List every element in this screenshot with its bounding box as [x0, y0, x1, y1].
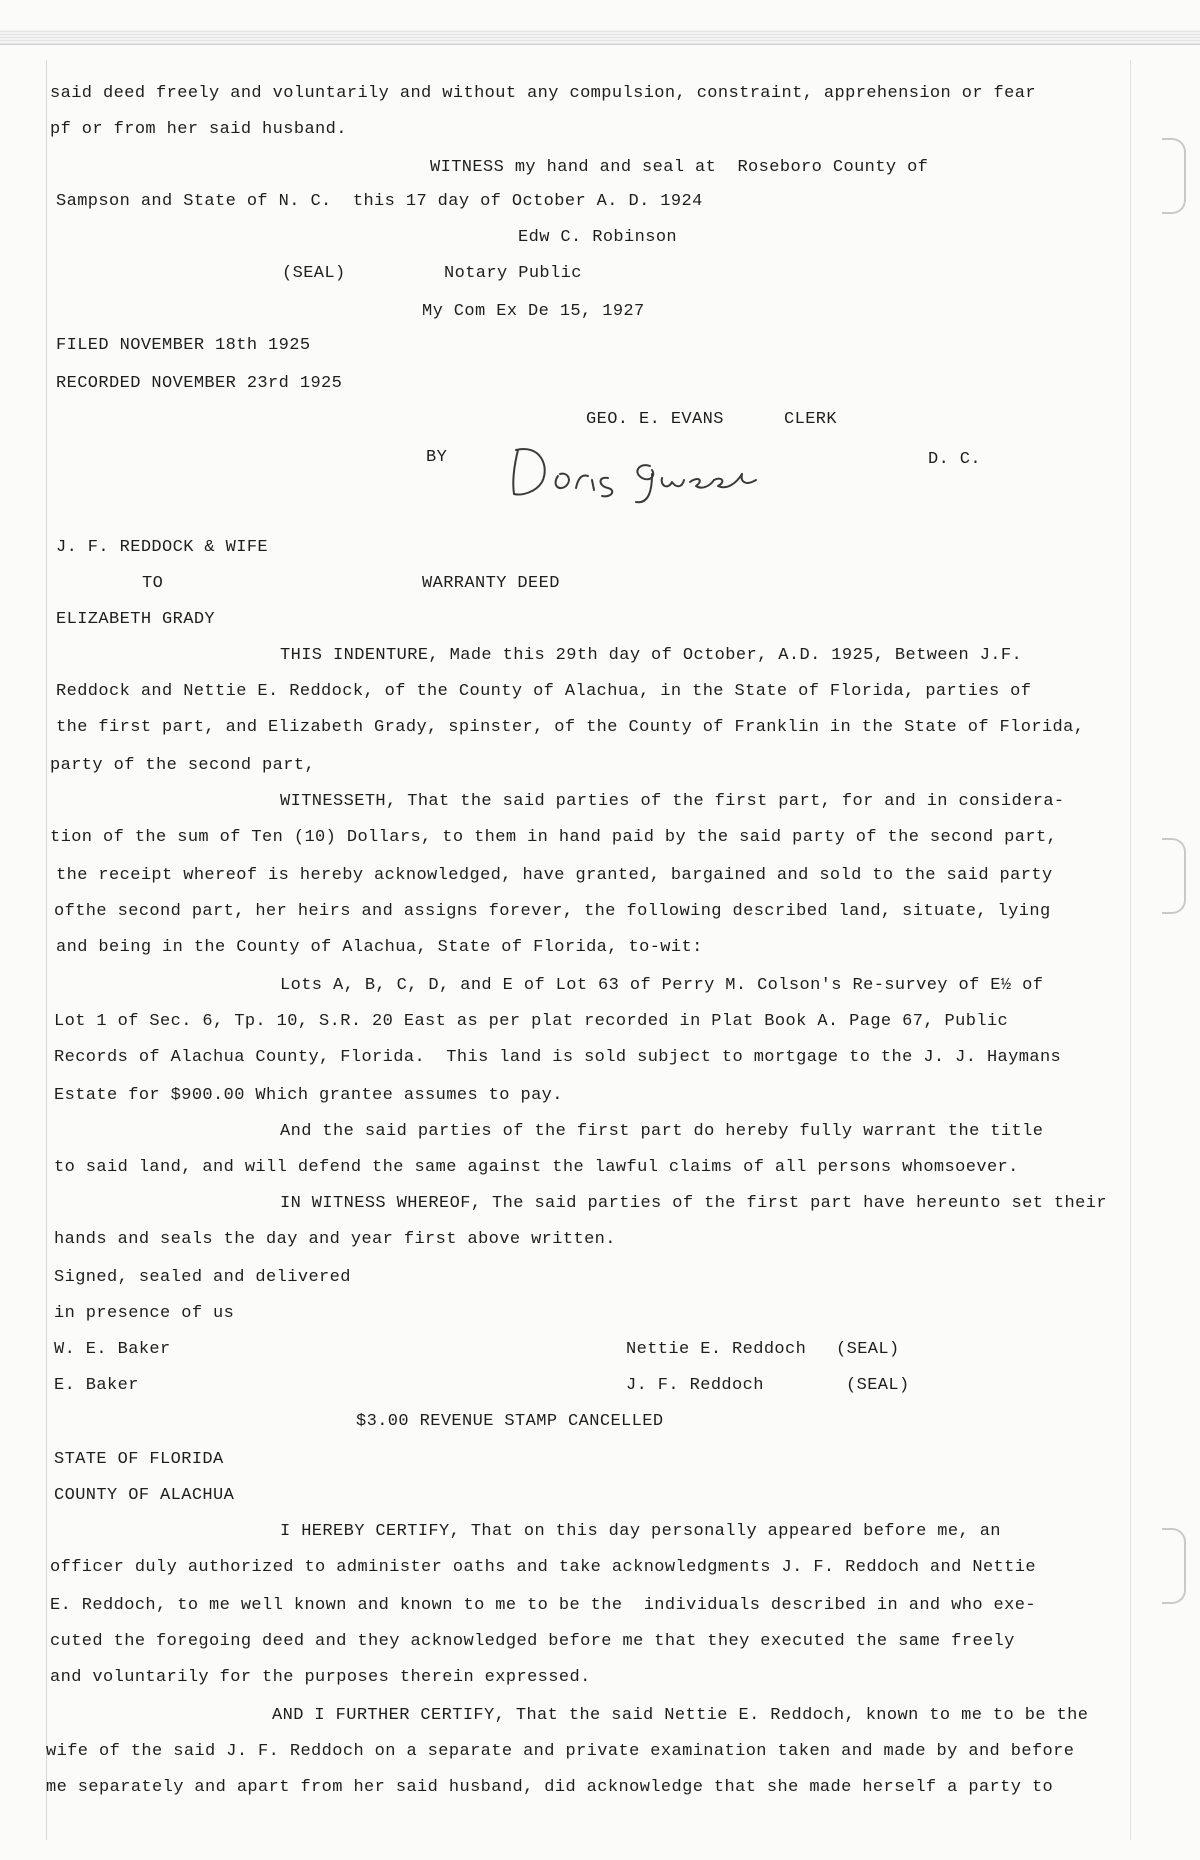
text-line: ofthe second part, her heirs and assigns forever, the following described land, situate, lying: [54, 902, 1051, 921]
text-line: IN WITNESS WHEREOF, The said parties of the first part have hereunto set their: [280, 1194, 1107, 1213]
by-label: BY: [426, 448, 448, 467]
text-line: Lot 1 of Sec. 6, Tp. 10, S.R. 20 East as per plat recorded in Plat Book A. Page 67, Public: [54, 1012, 1009, 1031]
text-line: Sampson and State of N. C. this 17 day of October A. D. 1924: [56, 192, 703, 211]
binder-hole: [1162, 138, 1186, 214]
clerk-name: GEO. E. EVANS: [586, 410, 724, 429]
binder-hole: [1162, 838, 1186, 914]
text-line: And the said parties of the first part do hereby fully warrant the title: [280, 1122, 1044, 1141]
text-line: the first part, and Elizabeth Grady, spinster, of the County of Franklin in the State of Florida,: [56, 718, 1085, 737]
text-line: tion of the sum of Ten (10) Dollars, to them in hand paid by the said party of the second part,: [50, 828, 1058, 847]
text-line: in presence of us: [54, 1304, 235, 1323]
text-line: me separately and apart from her said husband, did acknowledge that she made herself a party to: [46, 1778, 1054, 1797]
text-line: and being in the County of Alachua, State of Florida, to-wit:: [56, 938, 703, 957]
text-line: WITNESS my hand and seal at Roseboro County of: [430, 158, 929, 177]
text-line: to said land, and will defend the same against the lawful claims of all persons whomsoever.: [54, 1158, 1019, 1177]
text-line: said deed freely and voluntarily and without any compulsion, constraint, apprehension or fear: [50, 84, 1036, 103]
recorded-date: RECORDED NOVEMBER 23rd 1925: [56, 374, 343, 393]
text-line: and voluntarily for the purposes therein expressed.: [50, 1668, 591, 1687]
text-line: Lots A, B, C, D, and E of Lot 63 of Perry M. Colson's Re-survey of E½ of: [280, 976, 1044, 995]
deed-title: WARRANTY DEED: [422, 574, 560, 593]
text-line: Records of Alachua County, Florida. This land is sold subject to mortgage to the J. J. Haymans: [54, 1048, 1062, 1067]
seal-label: (SEAL): [836, 1340, 900, 1359]
text-line: party of the second part,: [50, 756, 316, 775]
text-line: wife of the said J. F. Reddoch on a separate and private examination taken and made by and before: [46, 1742, 1075, 1761]
text-line: Estate for $900.00 Which grantee assumes to pay.: [54, 1086, 563, 1105]
handwritten-signature: [500, 436, 780, 506]
notary-title: Notary Public: [444, 264, 582, 283]
page-top-edge: [0, 30, 1200, 45]
clerk-title: CLERK: [784, 410, 838, 429]
deputy-clerk-label: D. C.: [928, 450, 982, 469]
grantor-heading: J. F. REDDOCK & WIFE: [56, 538, 269, 557]
grantor-signature-name: J. F. Reddoch: [626, 1376, 764, 1395]
text-line: WITNESSETH, That the said parties of the first part, for and in considera-: [280, 792, 1065, 811]
witness-name: E. Baker: [54, 1376, 139, 1395]
left-margin-rule: [46, 60, 47, 1840]
notary-name: Edw C. Robinson: [518, 228, 678, 247]
to-label: TO: [142, 574, 164, 593]
seal-label: (SEAL): [282, 264, 346, 283]
revenue-stamp-note: $3.00 REVENUE STAMP CANCELLED: [356, 1412, 664, 1431]
text-line: THIS INDENTURE, Made this 29th day of October, A.D. 1925, Between J.F.: [280, 646, 1023, 665]
text-line: AND I FURTHER CERTIFY, That the said Nettie E. Reddoch, known to me to be the: [272, 1706, 1089, 1725]
seal-label: (SEAL): [846, 1376, 910, 1395]
state-heading: STATE OF FLORIDA: [54, 1450, 224, 1469]
text-line: pf or from her said husband.: [50, 120, 347, 139]
witness-name: W. E. Baker: [54, 1340, 171, 1359]
text-line: I HEREBY CERTIFY, That on this day personally appeared before me, an: [280, 1522, 1001, 1541]
text-line: Reddock and Nettie E. Reddock, of the County of Alachua, in the State of Florida, parties of: [56, 682, 1032, 701]
text-line: cuted the foregoing deed and they acknowledged before me that they executed the same freely: [50, 1632, 1015, 1651]
right-margin-rule: [1130, 60, 1131, 1840]
commission-expiry: My Com Ex De 15, 1927: [422, 302, 645, 321]
text-line: the receipt whereof is hereby acknowledged, have granted, bargained and sold to the said party: [56, 866, 1053, 885]
grantor-signature-name: Nettie E. Reddoch: [626, 1340, 807, 1359]
county-heading: COUNTY OF ALACHUA: [54, 1486, 235, 1505]
filed-date: FILED NOVEMBER 18th 1925: [56, 336, 311, 355]
grantee-heading: ELIZABETH GRADY: [56, 610, 216, 629]
text-line: hands and seals the day and year first above written.: [54, 1230, 616, 1249]
binder-hole: [1162, 1528, 1186, 1604]
text-line: officer duly authorized to administer oaths and take acknowledgments J. F. Reddoch and Nettie: [50, 1558, 1036, 1577]
text-line: E. Reddoch, to me well known and known to me to be the individuals described in and who exe-: [50, 1596, 1036, 1615]
text-line: Signed, sealed and delivered: [54, 1268, 351, 1287]
